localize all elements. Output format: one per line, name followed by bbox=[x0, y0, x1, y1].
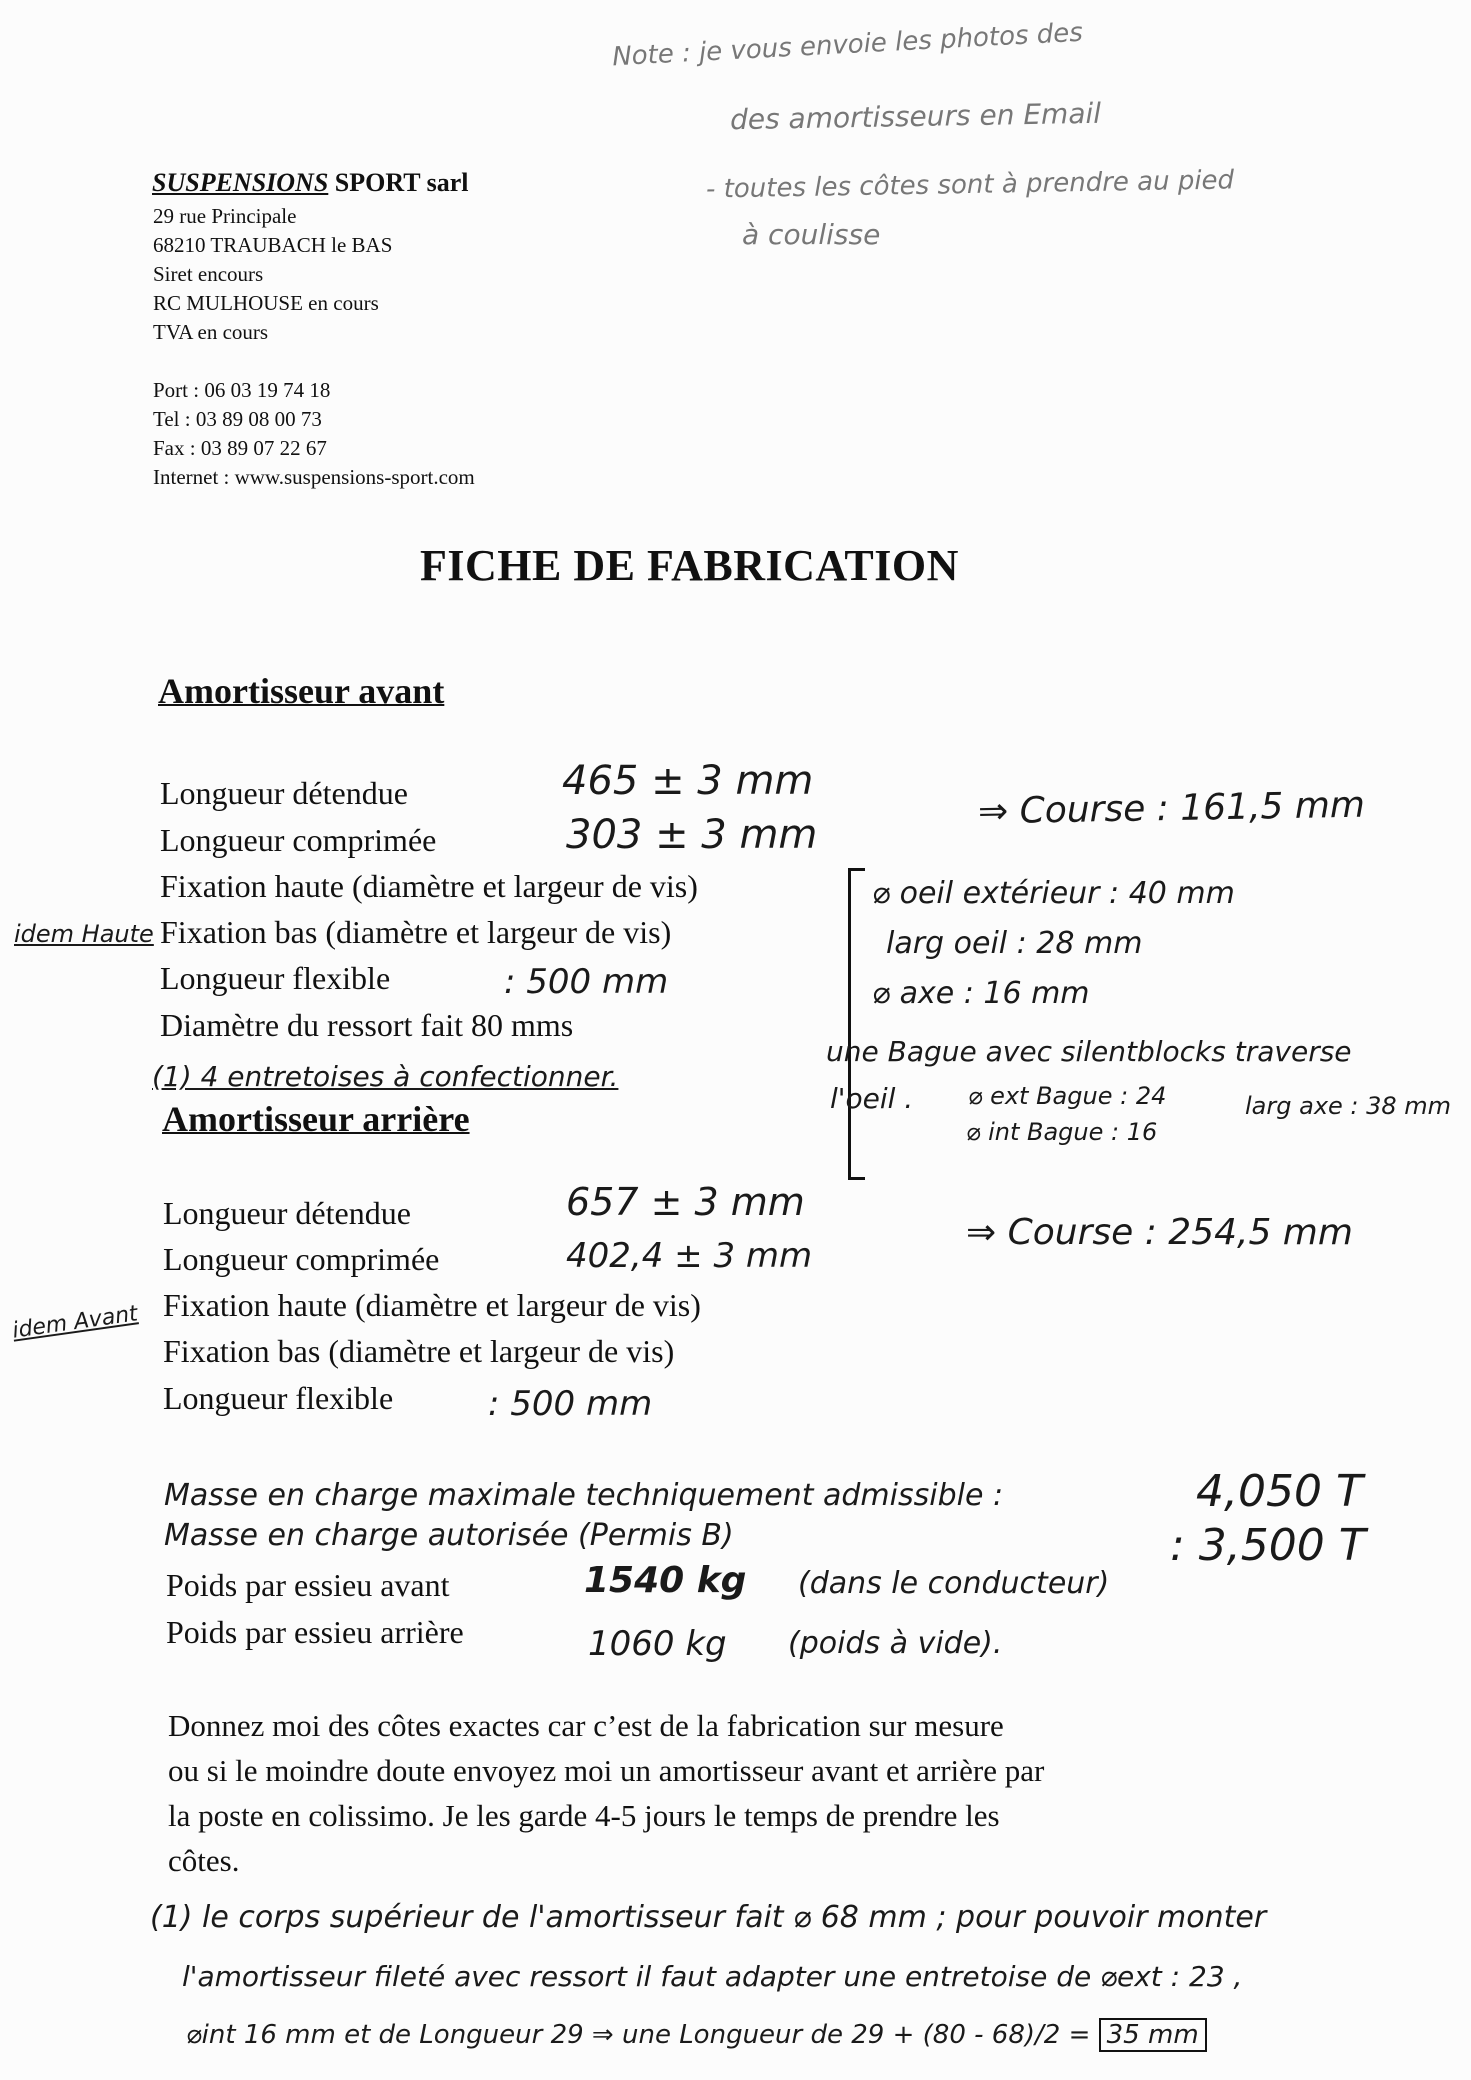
rear-compressed-value: 402,4 ± 3 mm bbox=[566, 1236, 813, 1276]
mass-max-label: Masse en charge maximale techniquement admissible : bbox=[164, 1478, 1004, 1513]
company-contact bbox=[153, 376, 475, 492]
company-name bbox=[152, 168, 468, 198]
bague-note-line4: ⌀ int Bague : 16 bbox=[966, 1118, 1158, 1146]
larg-axe-note: larg axe : 38 mm bbox=[1245, 1092, 1452, 1120]
rear-heading: Amortisseur arrière bbox=[162, 1099, 470, 1139]
front-field-spring: Diamètre du ressort fait 80 mms bbox=[160, 1007, 574, 1043]
front-eye-outer: ⌀ oeil extérieur : 40 mm bbox=[872, 876, 1235, 911]
front-field-bottom-mount: Fixation bas (diamètre et largeur de vis) bbox=[160, 914, 672, 950]
contact-line: Fax : 03 89 07 22 67 bbox=[153, 436, 327, 460]
axle-front-value: 1540 kg bbox=[584, 1560, 747, 1601]
front-field-compressed: Longueur comprimée bbox=[160, 822, 437, 858]
rear-field-bottom-mount: Fixation bas (diamètre et largeur de vis) bbox=[163, 1333, 675, 1369]
address-line: TVA en cours bbox=[153, 320, 269, 344]
footnote-line3-text: ⌀int 16 mm et de Longueur 29 ⇒ une Longueur de 29 + (80 - 68)/2 = bbox=[186, 2020, 1091, 2050]
rear-field-compressed: Longueur comprimée bbox=[163, 1241, 440, 1277]
top-note-line1: Note : je vous envoie les photos des bbox=[611, 17, 1084, 73]
front-field-flexible: Longueur flexible bbox=[160, 960, 391, 996]
rear-extended-value: 657 ± 3 mm bbox=[566, 1180, 805, 1224]
rear-field-top-mount: Fixation haute (diamètre et largeur de vis) bbox=[163, 1287, 701, 1323]
footnote-line3 bbox=[186, 2020, 1207, 2050]
front-flexible-value: : 500 mm bbox=[504, 962, 669, 1002]
mass-allowed-label: Masse en charge autorisée (Permis B) bbox=[164, 1518, 734, 1553]
contact-line: Internet : www.suspensions-sport.com bbox=[153, 465, 475, 489]
contact-line: Port : 06 03 19 74 18 bbox=[153, 378, 331, 402]
footnote-result-box: 35 mm bbox=[1099, 2018, 1207, 2052]
axle-front-label: Poids par essieu avant bbox=[166, 1567, 450, 1603]
rear-field-extended: Longueur détendue bbox=[163, 1195, 411, 1231]
front-bracer-note: (1) 4 entretoises à confectionner. bbox=[152, 1060, 619, 1093]
rear-flexible-value: : 500 mm bbox=[488, 1384, 653, 1424]
front-course: ⇒ Course : 161,5 mm bbox=[977, 784, 1366, 833]
address-line: Siret encours bbox=[153, 262, 264, 286]
footnote-line2: l'amortisseur fileté avec ressort il faut adapter une entretoise de ⌀ext : 23 , bbox=[182, 1960, 1243, 1993]
front-field-top-mount: Fixation haute (diamètre et largeur de vis) bbox=[160, 868, 698, 904]
idem-haute-note: idem Haute bbox=[14, 920, 154, 948]
instructions-paragraph bbox=[168, 1703, 1044, 1883]
mass-allowed-value: : 3,500 T bbox=[1170, 1520, 1366, 1571]
company-name-rest: SPORT sarl bbox=[328, 168, 469, 197]
bague-note-line1: une Bague avec silentblocks traverse bbox=[826, 1035, 1352, 1068]
axle-rear-label: Poids par essieu arrière bbox=[166, 1614, 464, 1650]
axle-rear-note: (poids à vide). bbox=[788, 1626, 1003, 1661]
front-compressed-value: 303 ± 3 mm bbox=[566, 812, 818, 858]
front-field-extended: Longueur détendue bbox=[160, 775, 408, 811]
front-extended-value: 465 ± 3 mm bbox=[562, 758, 814, 804]
top-note-line2: des amortisseurs en Email bbox=[729, 96, 1102, 137]
footnote-line1: (1) le corps supérieur de l'amortisseur fait ⌀ 68 mm ; pour pouvoir monter bbox=[150, 1900, 1267, 1935]
front-heading: Amortisseur avant bbox=[158, 671, 445, 711]
top-note-line3: - toutes les côtes sont à prendre au pied bbox=[705, 165, 1235, 205]
rear-field-flexible: Longueur flexible bbox=[163, 1380, 394, 1416]
page-title: FICHE DE FABRICATION bbox=[420, 541, 959, 590]
mass-max-value: 4,050 T bbox=[1196, 1466, 1363, 1517]
rear-course: ⇒ Course : 254,5 mm bbox=[966, 1212, 1353, 1253]
front-eye-width: larg oeil : 28 mm bbox=[886, 926, 1143, 961]
paragraph-line: ou si le moindre doute envoyez moi un amortisseur avant et arrière par bbox=[168, 1753, 1045, 1788]
axle-rear-value: 1060 kg bbox=[588, 1624, 727, 1664]
paragraph-line: la poste en colissimo. Je les garde 4-5 jours le temps de prendre les bbox=[168, 1798, 1000, 1833]
front-mount-bracket bbox=[848, 868, 865, 1180]
company-address bbox=[153, 202, 392, 347]
address-line: 68210 TRAUBACH le BAS bbox=[153, 233, 393, 257]
address-line: 29 rue Principale bbox=[153, 204, 297, 228]
bague-note-line2: l'oeil . bbox=[830, 1082, 914, 1115]
top-note-line4: à coulisse bbox=[742, 218, 881, 251]
address-line: RC MULHOUSE en cours bbox=[153, 291, 379, 315]
axle-front-note: (dans le conducteur) bbox=[798, 1566, 1110, 1601]
front-axis: ⌀ axe : 16 mm bbox=[872, 976, 1090, 1011]
paragraph-line: Donnez moi des côtes exactes car c’est de la fabrication sur mesure bbox=[168, 1708, 1004, 1743]
paragraph-line: côtes. bbox=[168, 1843, 240, 1878]
idem-avant-note: idem Avant bbox=[10, 1301, 140, 1344]
contact-line: Tel : 03 89 08 00 73 bbox=[153, 407, 322, 431]
company-name-italic: SUSPENSIONS bbox=[152, 168, 329, 197]
bague-note-line3: ⌀ ext Bague : 24 bbox=[968, 1082, 1167, 1110]
